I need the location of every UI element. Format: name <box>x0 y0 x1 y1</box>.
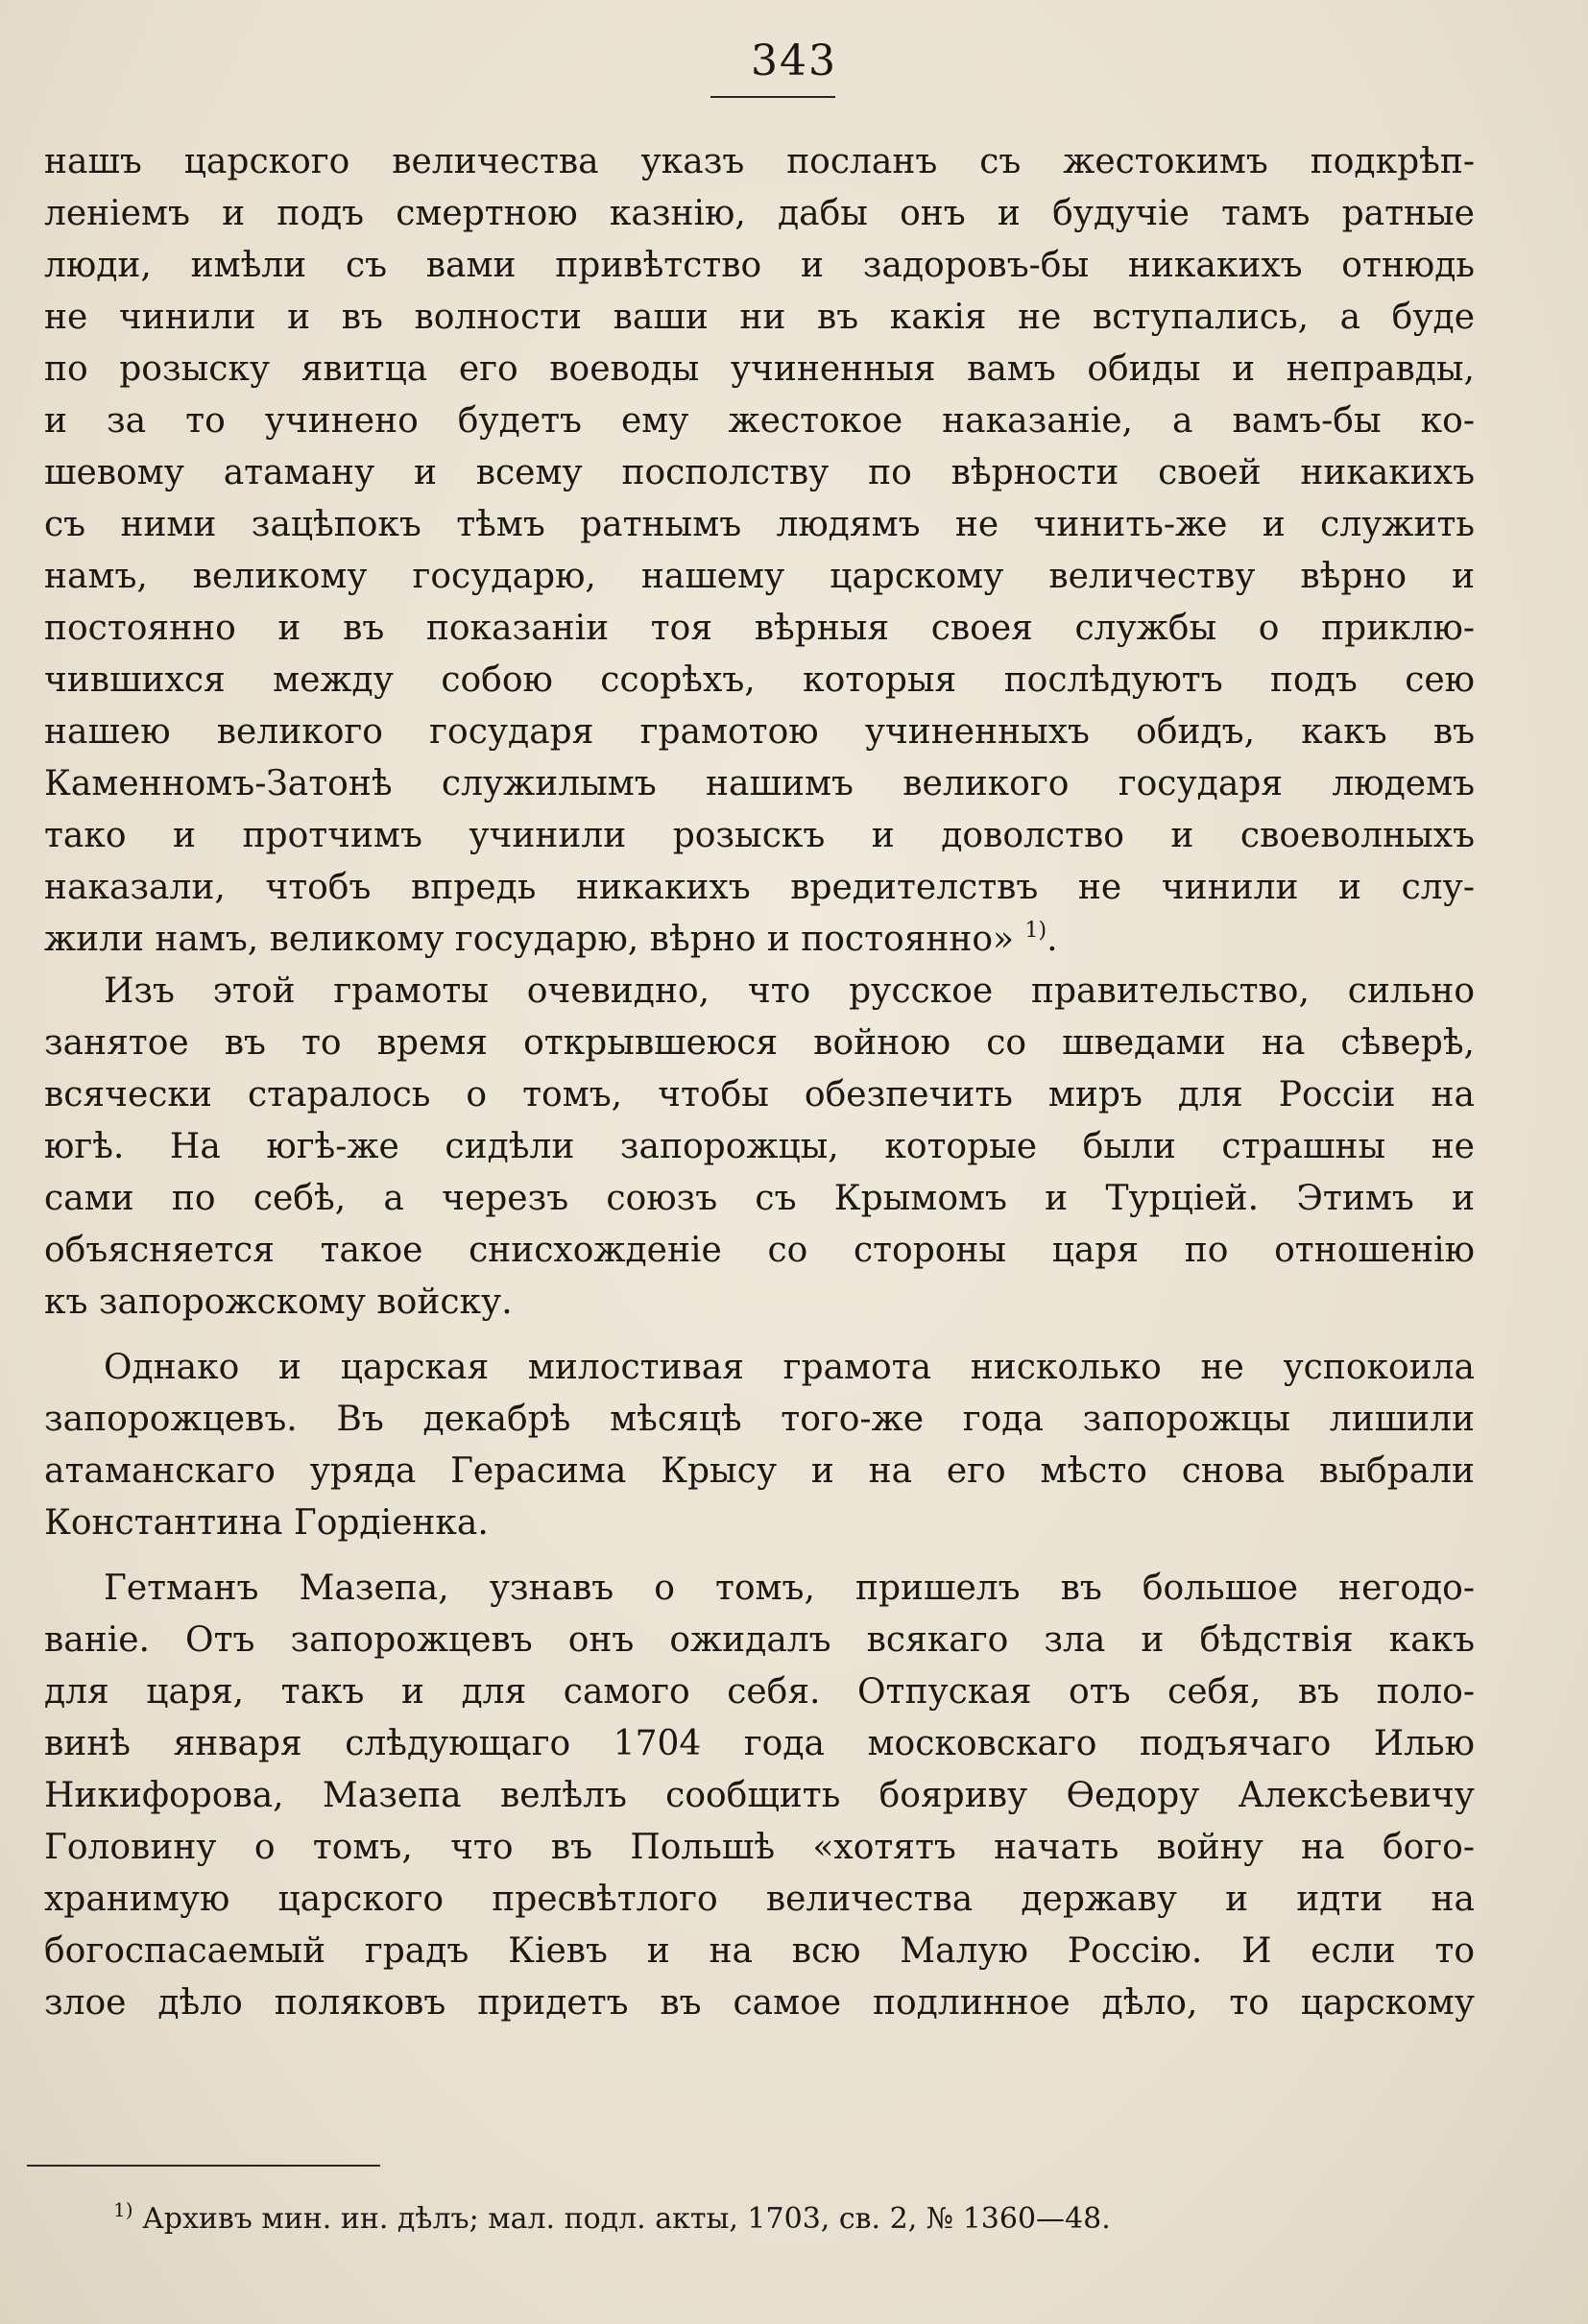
text-line: злое дѣло поляковъ придетъ въ самое подлинное дѣло, то царскому <box>44 1983 1475 2023</box>
text-line: Изъ этой грамоты очевидно, что русское правительство, сильно <box>104 971 1475 1011</box>
text-line: югѣ. На югѣ-же сидѣли запорожцы, которые были страшны не <box>44 1127 1475 1166</box>
paragraph-3 <box>44 1342 1475 1549</box>
footnote-text: Архивъ мин. ин. дѣлъ; мал. подл. акты, 1703, св. 2, № 1360—48. <box>142 2202 1111 2236</box>
text-line: тако и протчимъ учинили розыскъ и доволство и своеволныхъ <box>44 816 1475 855</box>
footnote-reference[interactable]: 1) <box>1024 919 1047 943</box>
footnote <box>113 2200 1111 2239</box>
text-line: люди, имѣли съ вами привѣтство и задоровъ-бы никакихъ отнюдь <box>44 246 1475 285</box>
footnote-rule <box>27 2165 380 2167</box>
header-rule <box>710 96 835 98</box>
text-line: постоянно и въ показанiи тоя вѣрныя своея службы о приклю- <box>44 609 1475 648</box>
text-line: по розыску явитца его воеводы учиненныя вамъ обиды и неправды, <box>44 349 1475 389</box>
page-number: 343 <box>751 36 837 85</box>
text-line: нашею великого государя грамотою учиненныхъ обидъ, какъ въ <box>44 712 1475 752</box>
text-line: и за то учинено будетъ ему жестокое наказанiе, а вамъ-бы ко- <box>44 401 1475 441</box>
paragraph-gap <box>44 1329 1475 1342</box>
text-line: съ ними зацѣпокъ тѣмъ ратнымъ людямъ не чинить-же и служить <box>44 505 1475 544</box>
line-tail: . <box>1047 920 1058 959</box>
text-line: Константина Гордiенка. <box>44 1503 489 1543</box>
text-line: намъ, великому государю, нашему царскому величеству вѣрно и <box>44 557 1475 596</box>
paragraph-2 <box>44 966 1475 1329</box>
text-line: шевому атаману и всему посполству по вѣрности своей никакихъ <box>44 453 1475 492</box>
text-line: Каменномъ-Затонѣ служилымъ нашимъ великого государя людемъ <box>44 764 1475 803</box>
text-line-with-footnote-ref <box>44 914 1475 966</box>
text-line: богоспасаемый градъ Кiевъ и на всю Малую Россiю. И если то <box>44 1931 1475 1971</box>
text-line: хранимую царского пресвѣтлого величества державу и идти на <box>44 1880 1475 1919</box>
footnote-marker: 1) <box>113 2198 133 2221</box>
body-text <box>44 136 1475 2029</box>
text-line: объясняется такое снисхожденiе со стороны царя по отношенiю <box>44 1231 1475 1270</box>
text-line: наказали, чтобъ впредь никакихъ вредителствъ не чинили и слу- <box>44 868 1475 907</box>
paragraph-4 <box>44 1563 1475 2029</box>
text-line: винѣ января слѣдующаго 1704 года московскаго подъячаго Илью <box>44 1724 1475 1763</box>
text-line: Никифорова, Мазепа велѣлъ сообщить бояриву Өедору Алексѣевичу <box>44 1776 1475 1815</box>
text-line: занятое въ то время открывшеюся войною со шведами на сѣверѣ, <box>44 1023 1475 1063</box>
text-line: нашъ царского величества указъ посланъ съ жестокимъ подкрѣп- <box>44 142 1475 181</box>
text-line: сами по себѣ, а черезъ союзъ съ Крымомъ и Турцiей. Этимъ и <box>44 1179 1475 1218</box>
text-line: ленiемъ и подъ смертною казнiю, дабы онъ и будучiе тамъ ратные <box>44 194 1475 233</box>
text-line: запорожцевъ. Въ декабрѣ мѣсяцѣ того-же года запорожцы лишили <box>44 1400 1475 1439</box>
text-line: не чинили и въ волности ваши ни въ какiя не вступались, а буде <box>44 298 1475 337</box>
text-line: Однако и царская милостивая грамота нисколько не успокоила <box>104 1348 1475 1387</box>
text-line: чившихся между собою ссорѣхъ, которыя послѣдуютъ подъ сею <box>44 660 1475 700</box>
text-line-content: жили намъ, великому государю, вѣрно и постоянно» <box>44 920 1015 959</box>
text-line: всячески старалось о томъ, чтобы обезпечить миръ для Россiи на <box>44 1075 1475 1114</box>
text-line: Гетманъ Мазепа, узнавъ о томъ, пришелъ въ большое негодо- <box>104 1569 1475 1608</box>
text-line: къ запорожскому войску. <box>44 1282 513 1322</box>
paragraph-gap <box>44 1549 1475 1563</box>
text-line: ванiе. Отъ запорожцевъ онъ ожидалъ всякаго зла и бѣдствiя какъ <box>44 1620 1475 1660</box>
text-line: атаманскаго уряда Герасима Крысу и на его мѣсто снова выбрали <box>44 1451 1475 1491</box>
text-line: Головину о томъ, что въ Польшѣ «хотятъ начать войну на бого- <box>44 1828 1475 1867</box>
text-line: для царя, такъ и для самого себя. Отпуская отъ себя, въ поло- <box>44 1672 1475 1712</box>
paragraph-1 <box>44 136 1475 966</box>
